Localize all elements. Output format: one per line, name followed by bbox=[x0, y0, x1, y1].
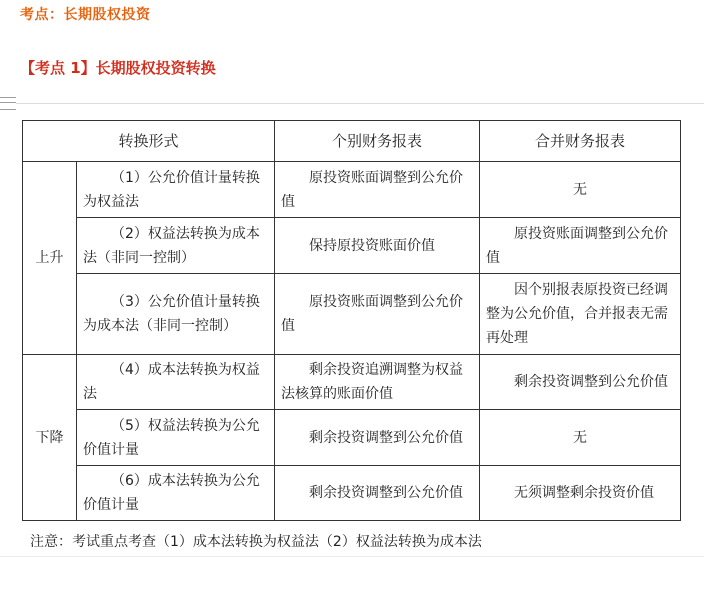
consolidated-statement-cell: 原投资账面调整到公允价值 bbox=[480, 218, 681, 274]
conversion-form-cell: （2）权益法转换为成本法（非同一控制） bbox=[77, 218, 275, 274]
exam-note: 注意：考试重点考查（1）成本法转换为权益法（2）权益法转换为成本法 bbox=[30, 534, 482, 550]
consolidated-statement-cell: 无 bbox=[480, 410, 681, 466]
table-row bbox=[23, 274, 681, 355]
table-row bbox=[23, 355, 681, 410]
conversion-form-cell: （1）公允价值计量转换为权益法 bbox=[77, 162, 275, 218]
consolidated-statement-cell: 无须调整剩余投资价值 bbox=[480, 466, 681, 521]
consolidated-statement-cell: 无 bbox=[480, 162, 681, 218]
conversion-form-cell: （4）成本法转换为权益法 bbox=[77, 355, 275, 410]
table-row bbox=[23, 466, 681, 521]
divider bbox=[16, 103, 704, 104]
individual-statement-cell: 剩余投资调整到公允价值 bbox=[275, 410, 480, 466]
individual-statement-cell: 原投资账面调整到公允价值 bbox=[275, 274, 480, 355]
individual-statement-cell: 原投资账面调整到公允价值 bbox=[275, 162, 480, 218]
individual-statement-cell: 剩余投资追溯调整为权益法核算的账面价值 bbox=[275, 355, 480, 410]
conversion-form-cell: （5）权益法转换为公允价值计量 bbox=[77, 410, 275, 466]
conversion-form-cell: （3）公允价值计量转换为成本法（非同一控制） bbox=[77, 274, 275, 355]
table-header-row bbox=[23, 121, 681, 162]
column-header: 合并财务报表 bbox=[480, 121, 681, 162]
conversion-table bbox=[22, 120, 681, 521]
conversion-form-cell: （6）成本法转换为公允价值计量 bbox=[77, 466, 275, 521]
consolidated-statement-cell: 剩余投资调整到公允价值 bbox=[480, 355, 681, 410]
divider bbox=[0, 556, 704, 557]
table-row bbox=[23, 218, 681, 274]
consolidated-statement-cell: 因个别报表原投资已经调整为公允价值，合并报表无需再处理 bbox=[480, 274, 681, 355]
group-label-up: 上升 bbox=[23, 162, 77, 355]
table-row bbox=[23, 410, 681, 466]
column-header: 转换形式 bbox=[23, 121, 275, 162]
topic-heading: 考点：长期股权投资 bbox=[20, 7, 151, 23]
paragraph-marker-icon bbox=[0, 97, 16, 110]
section-title: 【考点 1】长期股权投资转换 bbox=[20, 59, 216, 77]
group-label-down: 下降 bbox=[23, 355, 77, 521]
column-header: 个别财务报表 bbox=[275, 121, 480, 162]
table-row bbox=[23, 162, 681, 218]
individual-statement-cell: 剩余投资调整到公允价值 bbox=[275, 466, 480, 521]
individual-statement-cell: 保持原投资账面价值 bbox=[275, 218, 480, 274]
